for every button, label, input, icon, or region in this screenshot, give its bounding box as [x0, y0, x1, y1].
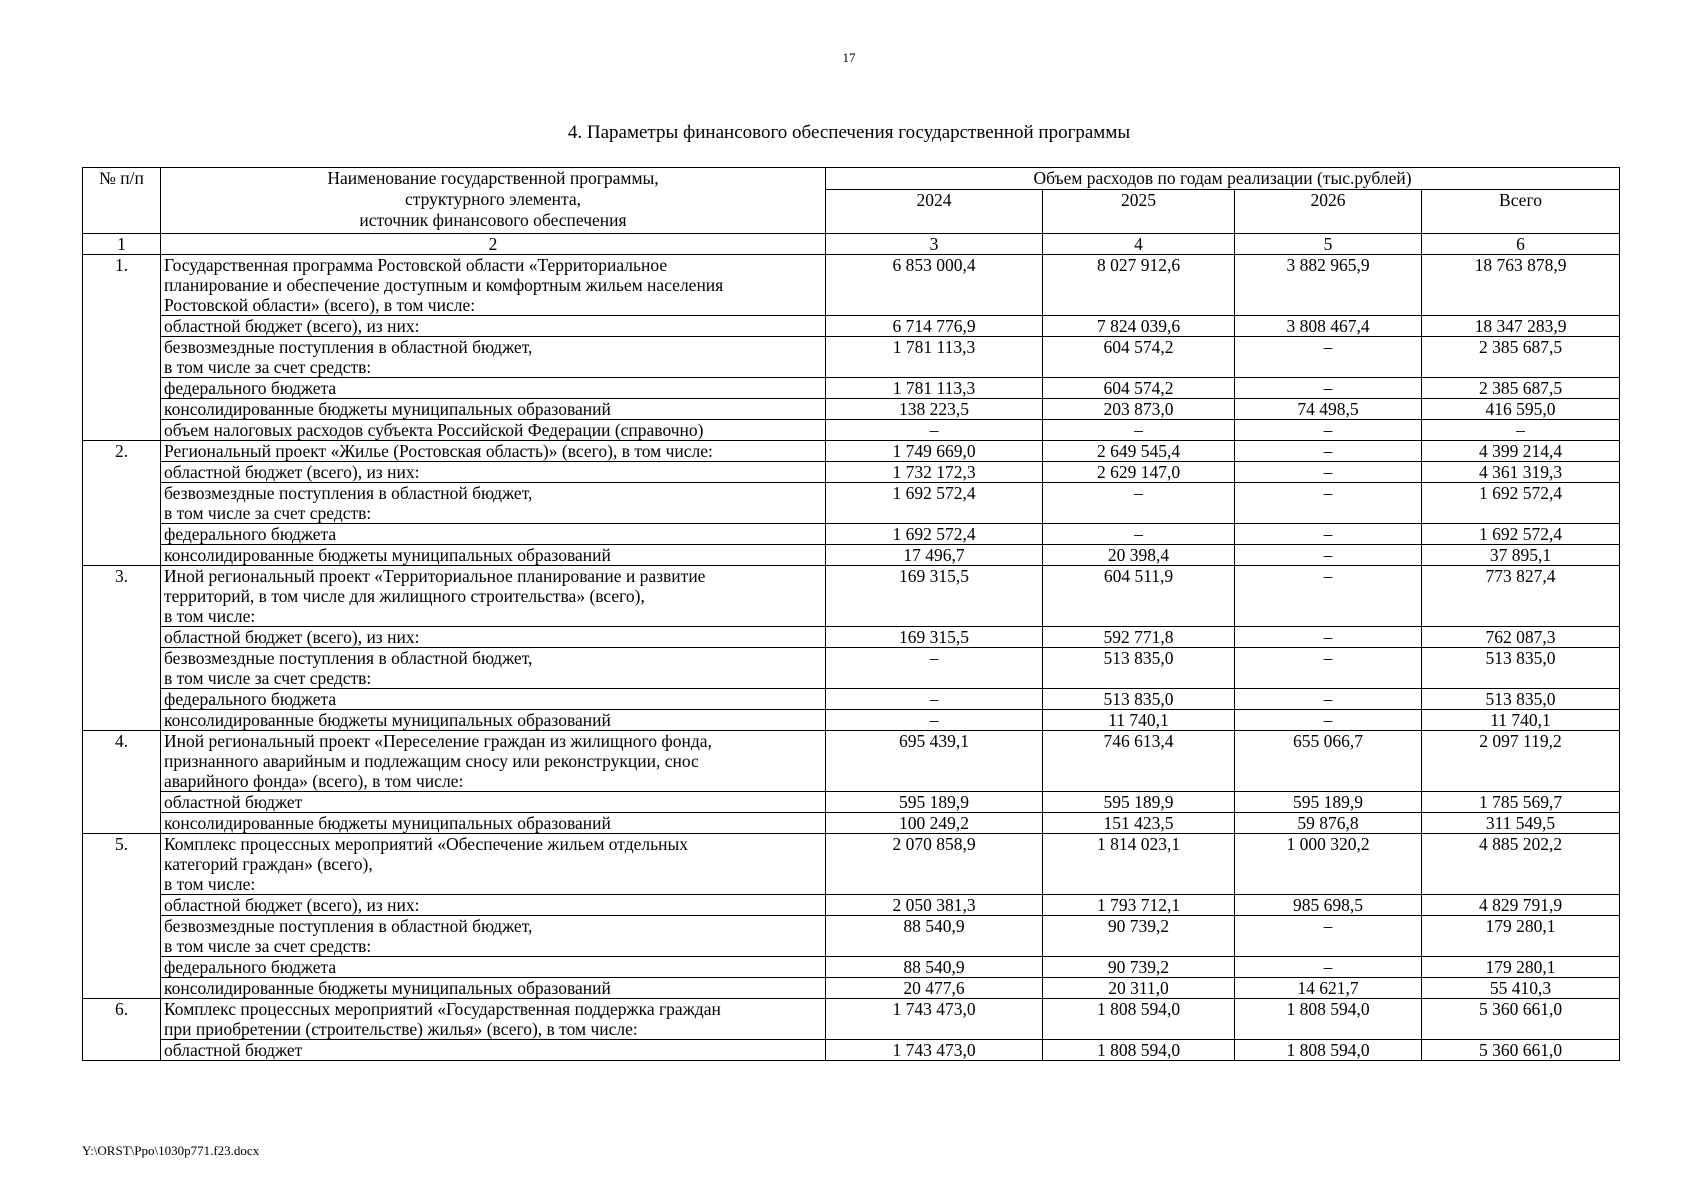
value-2025: 20 398,4: [1043, 545, 1235, 566]
row-name: федерального бюджета: [161, 524, 826, 545]
value-2025: 604 511,9: [1043, 566, 1235, 627]
value-total: 4 361 319,3: [1422, 462, 1620, 483]
value-2024: 1 692 572,4: [826, 483, 1043, 524]
value-2025: 595 189,9: [1043, 792, 1235, 813]
row-name: консолидированные бюджеты муниципальных образований: [161, 399, 826, 420]
value-2025: 7 824 039,6: [1043, 316, 1235, 337]
table-row: [83, 895, 1620, 916]
value-2024: 17 496,7: [826, 545, 1043, 566]
value-2024: 88 540,9: [826, 957, 1043, 978]
row-name: Комплекс процессных мероприятий «Обеспечение жильем отдельных категорий граждан» (всего), в том числе:: [161, 834, 826, 895]
value-2024: –: [826, 710, 1043, 731]
value-2026: 595 189,9: [1235, 792, 1422, 813]
value-total: 55 410,3: [1422, 978, 1620, 999]
value-2026: 655 066,7: [1235, 731, 1422, 792]
table-row: [83, 731, 1620, 792]
index-cell: 1: [83, 234, 161, 255]
value-2026: –: [1235, 524, 1422, 545]
value-2024: 20 477,6: [826, 978, 1043, 999]
value-total: 179 280,1: [1422, 957, 1620, 978]
value-2026: –: [1235, 483, 1422, 524]
row-name: Государственная программа Ростовской области «Территориальное планирование и обеспечение доступным и комфортным жильем населения Ростовской области» (всего), в том числе:: [161, 255, 826, 316]
page-number: 17: [842, 50, 856, 65]
row-name: Комплекс процессных мероприятий «Государственная поддержка граждан при приобретении (строительстве) жилья» (всего), в том числе:: [161, 999, 826, 1040]
table-row: [83, 916, 1620, 957]
table-row: [83, 255, 1620, 316]
table-row: [83, 524, 1620, 545]
value-2025: –: [1043, 420, 1235, 441]
header-year-2025: 2025: [1043, 190, 1235, 234]
value-total: 37 895,1: [1422, 545, 1620, 566]
table-row: [83, 462, 1620, 483]
table-row: [83, 648, 1620, 689]
value-2026: –: [1235, 378, 1422, 399]
value-2025: 592 771,8: [1043, 627, 1235, 648]
value-total: 1 692 572,4: [1422, 524, 1620, 545]
value-2024: 100 249,2: [826, 813, 1043, 834]
value-total: –: [1422, 420, 1620, 441]
table-row: [83, 545, 1620, 566]
value-2024: 595 189,9: [826, 792, 1043, 813]
value-2024: –: [826, 648, 1043, 689]
value-total: 513 835,0: [1422, 648, 1620, 689]
value-total: 4 885 202,2: [1422, 834, 1620, 895]
value-total: 18 763 878,9: [1422, 255, 1620, 316]
value-2024: 2 050 381,3: [826, 895, 1043, 916]
row-number: 5.: [83, 834, 161, 999]
value-2026: 3 808 467,4: [1235, 316, 1422, 337]
header-expense-group: Объем расходов по годам реализации (тыс.рублей): [826, 168, 1620, 190]
section-title: 4. Параметры финансового обеспечения государственной программы: [567, 122, 1131, 143]
value-2024: 169 315,5: [826, 627, 1043, 648]
value-2026: 985 698,5: [1235, 895, 1422, 916]
table-row: [83, 813, 1620, 834]
row-name: безвозмездные поступления в областной бюджет, в том числе за счет средств:: [161, 648, 826, 689]
value-2024: 1 732 172,3: [826, 462, 1043, 483]
table-row: [83, 792, 1620, 813]
value-2026: –: [1235, 441, 1422, 462]
header-year-2026: 2026: [1235, 190, 1422, 234]
row-name: консолидированные бюджеты муниципальных образований: [161, 710, 826, 731]
value-total: 179 280,1: [1422, 916, 1620, 957]
row-name: областной бюджет (всего), из них:: [161, 895, 826, 916]
value-2025: 8 027 912,6: [1043, 255, 1235, 316]
header-row-1: [83, 168, 1620, 190]
value-2025: 11 740,1: [1043, 710, 1235, 731]
value-2025: 1 814 023,1: [1043, 834, 1235, 895]
value-total: 762 087,3: [1422, 627, 1620, 648]
row-name: консолидированные бюджеты муниципальных образований: [161, 813, 826, 834]
value-2025: 2 649 545,4: [1043, 441, 1235, 462]
value-2024: 1 781 113,3: [826, 378, 1043, 399]
index-cell: 2: [161, 234, 826, 255]
value-2026: –: [1235, 566, 1422, 627]
value-total: 513 835,0: [1422, 689, 1620, 710]
table-row: [83, 316, 1620, 337]
value-2026: 74 498,5: [1235, 399, 1422, 420]
value-2025: 20 311,0: [1043, 978, 1235, 999]
table-row: [83, 483, 1620, 524]
value-total: 11 740,1: [1422, 710, 1620, 731]
value-2024: –: [826, 689, 1043, 710]
value-2026: –: [1235, 545, 1422, 566]
index-cell: 4: [1043, 234, 1235, 255]
financing-table: [82, 167, 1620, 1061]
row-number: 2.: [83, 441, 161, 566]
table-row: [83, 957, 1620, 978]
value-total: 18 347 283,9: [1422, 316, 1620, 337]
value-2025: 90 739,2: [1043, 916, 1235, 957]
value-2025: 604 574,2: [1043, 337, 1235, 378]
row-name: безвозмездные поступления в областной бюджет, в том числе за счет средств:: [161, 483, 826, 524]
value-total: 1 785 569,7: [1422, 792, 1620, 813]
table-body: [83, 255, 1620, 1061]
table-row: [83, 399, 1620, 420]
value-total: 311 549,5: [1422, 813, 1620, 834]
index-cell: 6: [1422, 234, 1620, 255]
value-2024: 1 781 113,3: [826, 337, 1043, 378]
value-total: 5 360 661,0: [1422, 1040, 1620, 1061]
value-2026: 1 000 320,2: [1235, 834, 1422, 895]
value-total: 2 385 687,5: [1422, 337, 1620, 378]
value-2026: –: [1235, 689, 1422, 710]
index-cell: 5: [1235, 234, 1422, 255]
value-2025: 151 423,5: [1043, 813, 1235, 834]
value-2024: 6 853 000,4: [826, 255, 1043, 316]
row-name: консолидированные бюджеты муниципальных образований: [161, 978, 826, 999]
value-2025: 1 808 594,0: [1043, 999, 1235, 1040]
value-total: 416 595,0: [1422, 399, 1620, 420]
row-name: Иной региональный проект «Территориальное планирование и развитие территорий, в том числе для жилищного строительства» (всего), в том числе:: [161, 566, 826, 627]
value-2026: –: [1235, 420, 1422, 441]
row-name: областной бюджет (всего), из них:: [161, 316, 826, 337]
table-row: [83, 420, 1620, 441]
value-2024: –: [826, 420, 1043, 441]
row-number: 6.: [83, 999, 161, 1061]
table-row: [83, 337, 1620, 378]
value-2026: 59 876,8: [1235, 813, 1422, 834]
row-number: 1.: [83, 255, 161, 441]
table-row: [83, 834, 1620, 895]
value-total: 2 385 687,5: [1422, 378, 1620, 399]
value-2026: –: [1235, 916, 1422, 957]
header-name: Наименование государственной программы, структурного элемента, источник финансового обеспечения: [161, 168, 826, 234]
value-2024: 695 439,1: [826, 731, 1043, 792]
value-2025: 513 835,0: [1043, 689, 1235, 710]
value-2026: –: [1235, 462, 1422, 483]
value-total: 773 827,4: [1422, 566, 1620, 627]
table-row: [83, 978, 1620, 999]
value-2024: 1 749 669,0: [826, 441, 1043, 462]
table-row: [83, 441, 1620, 462]
row-name: федерального бюджета: [161, 957, 826, 978]
value-2024: 88 540,9: [826, 916, 1043, 957]
value-2025: 604 574,2: [1043, 378, 1235, 399]
value-2024: 1 743 473,0: [826, 999, 1043, 1040]
row-name: федерального бюджета: [161, 689, 826, 710]
table-row: [83, 999, 1620, 1040]
row-name: Иной региональный проект «Переселение граждан из жилищного фонда, признанного аварийным и подлежащим сносу или реконструкции, снос аварийного фонда» (всего), в том числе:: [161, 731, 826, 792]
value-2025: 90 739,2: [1043, 957, 1235, 978]
value-2026: 1 808 594,0: [1235, 999, 1422, 1040]
value-2024: 1 692 572,4: [826, 524, 1043, 545]
table-row: [83, 566, 1620, 627]
row-name: областной бюджет: [161, 792, 826, 813]
value-2026: 1 808 594,0: [1235, 1040, 1422, 1061]
row-number: 4.: [83, 731, 161, 834]
header-total: Всего: [1422, 190, 1620, 234]
value-2024: 138 223,5: [826, 399, 1043, 420]
table-row: [83, 689, 1620, 710]
value-2026: –: [1235, 627, 1422, 648]
index-cell: 3: [826, 234, 1043, 255]
value-total: 5 360 661,0: [1422, 999, 1620, 1040]
value-total: 4 399 214,4: [1422, 441, 1620, 462]
value-2025: –: [1043, 524, 1235, 545]
value-2025: 203 873,0: [1043, 399, 1235, 420]
value-2024: 169 315,5: [826, 566, 1043, 627]
value-2026: 14 621,7: [1235, 978, 1422, 999]
value-2026: –: [1235, 710, 1422, 731]
value-2026: –: [1235, 648, 1422, 689]
row-name: федерального бюджета: [161, 378, 826, 399]
table-row: [83, 378, 1620, 399]
header-year-2024: 2024: [826, 190, 1043, 234]
value-2025: 513 835,0: [1043, 648, 1235, 689]
index-row: [83, 234, 1620, 255]
value-2024: 2 070 858,9: [826, 834, 1043, 895]
row-name: безвозмездные поступления в областной бюджет, в том числе за счет средств:: [161, 337, 826, 378]
row-name: областной бюджет (всего), из них:: [161, 627, 826, 648]
file-path-footer: Y:\ORST\Ppo\1030p771.f23.docx: [82, 1143, 260, 1158]
value-total: 2 097 119,2: [1422, 731, 1620, 792]
value-2026: 3 882 965,9: [1235, 255, 1422, 316]
value-2025: –: [1043, 483, 1235, 524]
row-name: Региональный проект «Жилье (Ростовская область)» (всего), в том числе:: [161, 441, 826, 462]
value-2024: 6 714 776,9: [826, 316, 1043, 337]
row-name: областной бюджет (всего), из них:: [161, 462, 826, 483]
value-2026: –: [1235, 957, 1422, 978]
value-2025: 746 613,4: [1043, 731, 1235, 792]
row-name: областной бюджет: [161, 1040, 826, 1061]
value-2026: –: [1235, 337, 1422, 378]
row-name: безвозмездные поступления в областной бюджет, в том числе за счет средств:: [161, 916, 826, 957]
value-2025: 1 793 712,1: [1043, 895, 1235, 916]
table-row: [83, 1040, 1620, 1061]
row-name: объем налоговых расходов субъекта Российской Федерации (справочно): [161, 420, 826, 441]
value-2025: 2 629 147,0: [1043, 462, 1235, 483]
table-row: [83, 710, 1620, 731]
value-2024: 1 743 473,0: [826, 1040, 1043, 1061]
table-row: [83, 627, 1620, 648]
header-num: № п/п: [83, 168, 161, 234]
value-total: 1 692 572,4: [1422, 483, 1620, 524]
value-total: 4 829 791,9: [1422, 895, 1620, 916]
value-2025: 1 808 594,0: [1043, 1040, 1235, 1061]
row-number: 3.: [83, 566, 161, 731]
row-name: консолидированные бюджеты муниципальных образований: [161, 545, 826, 566]
